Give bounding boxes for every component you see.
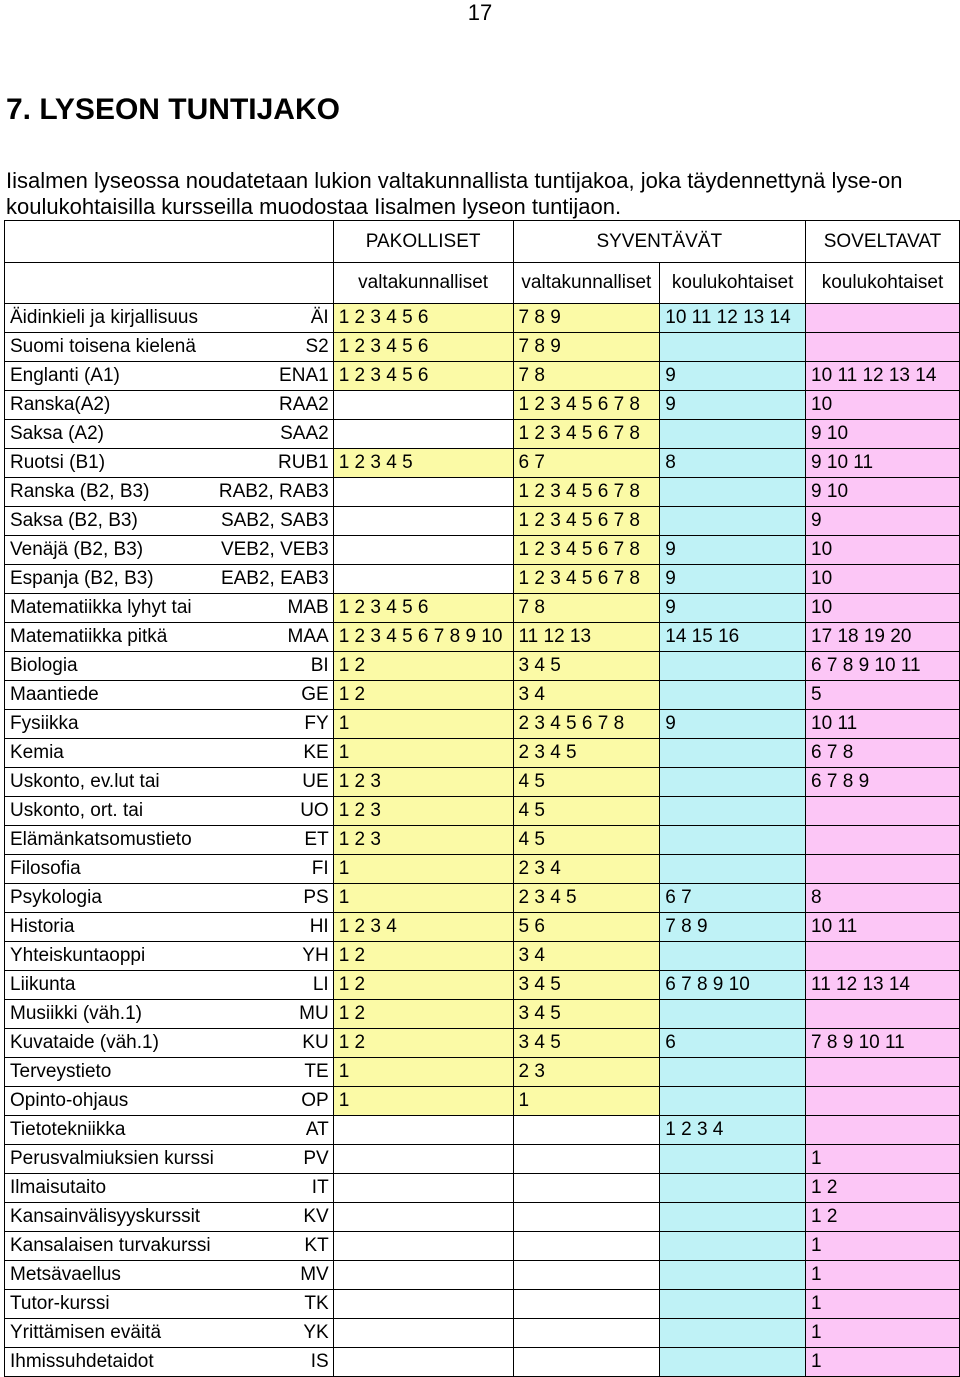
subject-code: UO [214, 797, 333, 826]
syventavat-koulukohtaiset-cell: 9 [660, 536, 806, 565]
subject-name: Psykologia [5, 884, 214, 913]
subject-code: RAA2 [214, 391, 333, 420]
table-row [5, 478, 960, 507]
pakolliset-cell: 1 [333, 1058, 513, 1087]
subject-name: Opinto-ohjaus [5, 1087, 214, 1116]
table-row [5, 536, 960, 565]
subject-name: Ihmissuhdetaidot [5, 1348, 214, 1377]
table-row [5, 710, 960, 739]
soveltavat-cell [806, 855, 960, 884]
syventavat-koulukohtaiset-cell [660, 1232, 806, 1261]
pakolliset-cell: 1 2 [333, 1029, 513, 1058]
table-row [5, 1174, 960, 1203]
pakolliset-cell: 1 2 3 [333, 826, 513, 855]
table-row [5, 913, 960, 942]
subject-name: Ruotsi (B1) [5, 449, 214, 478]
subject-name: Uskonto, ort. tai [5, 797, 214, 826]
subject-code: KV [214, 1203, 333, 1232]
pakolliset-cell: 1 [333, 1087, 513, 1116]
syventavat-valtakunnalliset-cell: 7 8 [513, 594, 660, 623]
subject-code: HI [214, 913, 333, 942]
pakolliset-cell: 1 2 3 [333, 768, 513, 797]
syventavat-koulukohtaiset-cell [660, 1058, 806, 1087]
pakolliset-cell: 1 2 [333, 1000, 513, 1029]
syventavat-valtakunnalliset-cell: 3 4 5 [513, 652, 660, 681]
pakolliset-cell: 1 2 3 4 5 6 [333, 362, 513, 391]
syventavat-valtakunnalliset-cell: 4 5 [513, 768, 660, 797]
header-soveltavat: SOVELTAVAT [806, 221, 960, 263]
subject-name: Englanti (A1) [5, 362, 214, 391]
subject-code: PS [214, 884, 333, 913]
pakolliset-cell [333, 1232, 513, 1261]
syventavat-valtakunnalliset-cell: 1 2 3 4 5 6 7 8 [513, 536, 660, 565]
syventavat-valtakunnalliset-cell: 6 7 [513, 449, 660, 478]
pakolliset-cell: 1 2 [333, 971, 513, 1000]
syventavat-valtakunnalliset-cell [513, 1145, 660, 1174]
subject-code: TK [214, 1290, 333, 1319]
syventavat-koulukohtaiset-cell: 10 11 12 13 14 [660, 304, 806, 333]
subject-name: Kemia [5, 739, 214, 768]
soveltavat-cell: 10 [806, 565, 960, 594]
subject-name: Elämänkatsomustieto [5, 826, 214, 855]
syventavat-koulukohtaiset-cell: 6 7 8 9 10 [660, 971, 806, 1000]
pakolliset-cell: 1 2 3 4 [333, 913, 513, 942]
syventavat-koulukohtaiset-cell [660, 507, 806, 536]
pakolliset-cell: 1 2 [333, 652, 513, 681]
syventavat-valtakunnalliset-cell [513, 1290, 660, 1319]
syventavat-valtakunnalliset-cell: 3 4 5 [513, 971, 660, 1000]
subject-code: ET [214, 826, 333, 855]
syventavat-valtakunnalliset-cell: 1 2 3 4 5 6 7 8 [513, 507, 660, 536]
soveltavat-cell: 10 [806, 391, 960, 420]
pakolliset-cell: 1 [333, 855, 513, 884]
page-title: 7. LYSEON TUNTIJAKO [6, 93, 340, 126]
subject-name: Ranska(A2) [5, 391, 214, 420]
soveltavat-cell: 8 [806, 884, 960, 913]
soveltavat-cell: 10 11 12 13 14 [806, 362, 960, 391]
pakolliset-cell: 1 2 3 4 5 6 [333, 304, 513, 333]
syventavat-valtakunnalliset-cell: 3 4 [513, 681, 660, 710]
subject-code: PV [214, 1145, 333, 1174]
pakolliset-cell: 1 2 3 4 5 6 7 8 9 10 [333, 623, 513, 652]
soveltavat-cell: 1 2 [806, 1203, 960, 1232]
syventavat-koulukohtaiset-cell [660, 1348, 806, 1377]
pakolliset-cell [333, 507, 513, 536]
subject-name: Saksa (B2, B3) [5, 507, 214, 536]
header-corner-cell [5, 221, 334, 263]
syventavat-koulukohtaiset-cell [660, 333, 806, 362]
soveltavat-cell: 1 [806, 1290, 960, 1319]
pakolliset-cell: 1 [333, 710, 513, 739]
soveltavat-cell: 10 [806, 594, 960, 623]
subject-code: RAB2, RAB3 [214, 478, 333, 507]
subject-code: VEB2, VEB3 [214, 536, 333, 565]
subject-code: KT [214, 1232, 333, 1261]
pakolliset-cell [333, 1261, 513, 1290]
syventavat-koulukohtaiset-cell [660, 942, 806, 971]
syventavat-valtakunnalliset-cell [513, 1174, 660, 1203]
pakolliset-cell: 1 2 3 4 5 6 [333, 594, 513, 623]
pakolliset-cell [333, 1319, 513, 1348]
subject-code: OP [214, 1087, 333, 1116]
soveltavat-cell [806, 826, 960, 855]
syventavat-valtakunnalliset-cell [513, 1319, 660, 1348]
table-row [5, 1058, 960, 1087]
table-row [5, 652, 960, 681]
subject-code: FY [214, 710, 333, 739]
header-sub-syventavat-valtakunnalliset: valtakunnalliset [513, 263, 660, 304]
pakolliset-cell: 1 [333, 884, 513, 913]
subject-name: Yhteiskuntaoppi [5, 942, 214, 971]
syventavat-valtakunnalliset-cell: 4 5 [513, 826, 660, 855]
header-sub-soveltavat-koulukohtaiset: koulukohtaiset [806, 263, 960, 304]
syventavat-koulukohtaiset-cell [660, 1087, 806, 1116]
syventavat-koulukohtaiset-cell: 14 15 16 [660, 623, 806, 652]
soveltavat-cell: 9 10 11 [806, 449, 960, 478]
soveltavat-cell [806, 1087, 960, 1116]
subject-code: IS [214, 1348, 333, 1377]
table-row [5, 507, 960, 536]
subject-code: ENA1 [214, 362, 333, 391]
syventavat-koulukohtaiset-cell [660, 478, 806, 507]
soveltavat-cell: 10 11 [806, 913, 960, 942]
header-sub-pakolliset-valtakunnalliset: valtakunnalliset [333, 263, 513, 304]
subject-code: MAB [214, 594, 333, 623]
subject-name: Kansainvälisyyskurssit [5, 1203, 214, 1232]
subject-code: EAB2, EAB3 [214, 565, 333, 594]
header-syventavat: SYVENTÄVÄT [513, 221, 806, 263]
soveltavat-cell: 1 [806, 1319, 960, 1348]
syventavat-valtakunnalliset-cell: 1 [513, 1087, 660, 1116]
soveltavat-cell: 1 [806, 1232, 960, 1261]
syventavat-valtakunnalliset-cell: 11 12 13 [513, 623, 660, 652]
table-row [5, 1203, 960, 1232]
syventavat-koulukohtaiset-cell [660, 797, 806, 826]
soveltavat-cell: 11 12 13 14 [806, 971, 960, 1000]
table-row [5, 1319, 960, 1348]
subject-code: UE [214, 768, 333, 797]
pakolliset-cell: 1 2 3 4 5 [333, 449, 513, 478]
syventavat-valtakunnalliset-cell [513, 1348, 660, 1377]
subject-code: MU [214, 1000, 333, 1029]
subject-code: GE [214, 681, 333, 710]
header-sub-corner-cell [5, 263, 334, 304]
syventavat-koulukohtaiset-cell: 9 [660, 710, 806, 739]
table-row [5, 942, 960, 971]
syventavat-koulukohtaiset-cell [660, 1000, 806, 1029]
syventavat-valtakunnalliset-cell [513, 1203, 660, 1232]
subject-name: Biologia [5, 652, 214, 681]
table-row [5, 855, 960, 884]
syventavat-koulukohtaiset-cell [660, 855, 806, 884]
soveltavat-cell: 1 [806, 1145, 960, 1174]
pakolliset-cell [333, 1116, 513, 1145]
table-row [5, 884, 960, 913]
subject-code: BI [214, 652, 333, 681]
subject-name: Fysiikka [5, 710, 214, 739]
subject-name: Äidinkieli ja kirjallisuus [5, 304, 214, 333]
pakolliset-cell [333, 1290, 513, 1319]
syventavat-valtakunnalliset-cell: 4 5 [513, 797, 660, 826]
soveltavat-cell: 5 [806, 681, 960, 710]
pakolliset-cell [333, 420, 513, 449]
syventavat-koulukohtaiset-cell: 6 [660, 1029, 806, 1058]
subject-code: SAB2, SAB3 [214, 507, 333, 536]
syventavat-koulukohtaiset-cell: 9 [660, 362, 806, 391]
subject-name: Ilmaisutaito [5, 1174, 214, 1203]
table-row [5, 971, 960, 1000]
pakolliset-cell [333, 536, 513, 565]
syventavat-koulukohtaiset-cell: 8 [660, 449, 806, 478]
syventavat-koulukohtaiset-cell [660, 1319, 806, 1348]
soveltavat-cell: 6 7 8 9 10 11 [806, 652, 960, 681]
table-row [5, 1087, 960, 1116]
table-row [5, 797, 960, 826]
syventavat-koulukohtaiset-cell [660, 681, 806, 710]
table-row [5, 1145, 960, 1174]
table-row [5, 1029, 960, 1058]
soveltavat-cell [806, 942, 960, 971]
table-row [5, 420, 960, 449]
soveltavat-cell: 9 [806, 507, 960, 536]
syventavat-koulukohtaiset-cell [660, 652, 806, 681]
table-row [5, 362, 960, 391]
syventavat-valtakunnalliset-cell: 3 4 5 [513, 1000, 660, 1029]
pakolliset-cell [333, 1203, 513, 1232]
syventavat-koulukohtaiset-cell: 7 8 9 [660, 913, 806, 942]
subject-name: Espanja (B2, B3) [5, 565, 214, 594]
pakolliset-cell: 1 2 3 [333, 797, 513, 826]
syventavat-koulukohtaiset-cell [660, 1261, 806, 1290]
soveltavat-cell: 6 7 8 [806, 739, 960, 768]
syventavat-koulukohtaiset-cell [660, 1203, 806, 1232]
subject-name: Musiikki (väh.1) [5, 1000, 214, 1029]
pakolliset-cell [333, 391, 513, 420]
table-row [5, 333, 960, 362]
pakolliset-cell [333, 1348, 513, 1377]
header-sub-syventavat-koulukohtaiset: koulukohtaiset [660, 263, 806, 304]
page-number: 17 [467, 0, 493, 25]
subject-name: Filosofia [5, 855, 214, 884]
syventavat-valtakunnalliset-cell: 1 2 3 4 5 6 7 8 [513, 478, 660, 507]
subject-name: Kansalaisen turvakurssi [5, 1232, 214, 1261]
syventavat-valtakunnalliset-cell: 7 8 9 [513, 333, 660, 362]
soveltavat-cell: 17 18 19 20 [806, 623, 960, 652]
subject-code: AT [214, 1116, 333, 1145]
syventavat-koulukohtaiset-cell: 9 [660, 594, 806, 623]
soveltavat-cell: 6 7 8 9 [806, 768, 960, 797]
subject-name: Ranska (B2, B3) [5, 478, 214, 507]
syventavat-koulukohtaiset-cell [660, 1145, 806, 1174]
subject-code: KU [214, 1029, 333, 1058]
table-row [5, 1261, 960, 1290]
subject-name: Suomi toisena kielenä [5, 333, 214, 362]
subject-code: S2 [214, 333, 333, 362]
subject-code: KE [214, 739, 333, 768]
soveltavat-cell [806, 797, 960, 826]
syventavat-valtakunnalliset-cell: 5 6 [513, 913, 660, 942]
intro-paragraph: Iisalmen lyseossa noudatetaan lukion valtakunnallista tuntijakoa, joka täydennettynä lyse-on koulukohtaisilla kursseilla muodostaa Iisalmen lyseon tuntijaon. [6, 168, 903, 219]
subject-name: Tutor-kurssi [5, 1290, 214, 1319]
subject-code: YH [214, 942, 333, 971]
soveltavat-cell [806, 1116, 960, 1145]
subject-name: Matematiikka pitkä [5, 623, 214, 652]
soveltavat-cell: 10 11 [806, 710, 960, 739]
subject-name: Matematiikka lyhyt tai [5, 594, 214, 623]
subject-code: SAA2 [214, 420, 333, 449]
table-row [5, 1290, 960, 1319]
subject-name: Yrittämisen eväitä [5, 1319, 214, 1348]
subject-name: Kuvataide (väh.1) [5, 1029, 214, 1058]
syventavat-koulukohtaiset-cell [660, 1290, 806, 1319]
subject-name: Saksa (A2) [5, 420, 214, 449]
lesson-distribution-table [4, 220, 960, 1377]
table-row [5, 623, 960, 652]
syventavat-koulukohtaiset-cell: 6 7 [660, 884, 806, 913]
soveltavat-cell: 7 8 9 10 11 [806, 1029, 960, 1058]
pakolliset-cell: 1 2 [333, 681, 513, 710]
syventavat-koulukohtaiset-cell: 9 [660, 565, 806, 594]
table-row [5, 826, 960, 855]
soveltavat-cell [806, 333, 960, 362]
table-row [5, 565, 960, 594]
header-group-row [5, 221, 960, 263]
pakolliset-cell: 1 [333, 739, 513, 768]
subject-code: RUB1 [214, 449, 333, 478]
soveltavat-cell: 10 [806, 536, 960, 565]
table-row [5, 391, 960, 420]
subject-name: Metsävaellus [5, 1261, 214, 1290]
syventavat-valtakunnalliset-cell [513, 1116, 660, 1145]
soveltavat-cell: 9 10 [806, 478, 960, 507]
subject-name: Terveystieto [5, 1058, 214, 1087]
syventavat-valtakunnalliset-cell [513, 1232, 660, 1261]
syventavat-valtakunnalliset-cell: 2 3 4 [513, 855, 660, 884]
header-sub-row [5, 263, 960, 304]
soveltavat-cell: 1 [806, 1261, 960, 1290]
subject-code: LI [214, 971, 333, 1000]
syventavat-valtakunnalliset-cell: 1 2 3 4 5 6 7 8 [513, 420, 660, 449]
subject-code: MV [214, 1261, 333, 1290]
soveltavat-cell [806, 1058, 960, 1087]
soveltavat-cell: 1 2 [806, 1174, 960, 1203]
subject-name: Uskonto, ev.lut tai [5, 768, 214, 797]
soveltavat-cell: 9 10 [806, 420, 960, 449]
syventavat-koulukohtaiset-cell [660, 420, 806, 449]
pakolliset-cell: 1 2 [333, 942, 513, 971]
subject-code: FI [214, 855, 333, 884]
subject-name: Historia [5, 913, 214, 942]
subject-name: Maantiede [5, 681, 214, 710]
table-row [5, 1232, 960, 1261]
subject-name: Perusvalmiuksien kurssi [5, 1145, 214, 1174]
pakolliset-cell [333, 565, 513, 594]
subject-code: ÄI [214, 304, 333, 333]
pakolliset-cell [333, 1174, 513, 1203]
syventavat-koulukohtaiset-cell [660, 739, 806, 768]
header-pakolliset: PAKOLLISET [333, 221, 513, 263]
table-row [5, 739, 960, 768]
syventavat-valtakunnalliset-cell: 2 3 [513, 1058, 660, 1087]
subject-code: TE [214, 1058, 333, 1087]
table-row [5, 681, 960, 710]
syventavat-valtakunnalliset-cell: 1 2 3 4 5 6 7 8 [513, 391, 660, 420]
table-row [5, 1348, 960, 1377]
table-row [5, 1116, 960, 1145]
pakolliset-cell: 1 2 3 4 5 6 [333, 333, 513, 362]
syventavat-valtakunnalliset-cell: 1 2 3 4 5 6 7 8 [513, 565, 660, 594]
syventavat-valtakunnalliset-cell: 2 3 4 5 [513, 739, 660, 768]
syventavat-koulukohtaiset-cell [660, 1174, 806, 1203]
syventavat-valtakunnalliset-cell [513, 1261, 660, 1290]
syventavat-valtakunnalliset-cell: 2 3 4 5 6 7 8 [513, 710, 660, 739]
soveltavat-cell: 1 [806, 1348, 960, 1377]
pakolliset-cell [333, 478, 513, 507]
table-row [5, 1000, 960, 1029]
subject-code: MAA [214, 623, 333, 652]
subject-code: IT [214, 1174, 333, 1203]
syventavat-koulukohtaiset-cell: 1 2 3 4 [660, 1116, 806, 1145]
syventavat-valtakunnalliset-cell: 7 8 9 [513, 304, 660, 333]
syventavat-koulukohtaiset-cell [660, 826, 806, 855]
subject-name: Liikunta [5, 971, 214, 1000]
table-row [5, 449, 960, 478]
soveltavat-cell [806, 1000, 960, 1029]
pakolliset-cell [333, 1145, 513, 1174]
subject-code: YK [214, 1319, 333, 1348]
soveltavat-cell [806, 304, 960, 333]
syventavat-valtakunnalliset-cell: 3 4 5 [513, 1029, 660, 1058]
syventavat-valtakunnalliset-cell: 7 8 [513, 362, 660, 391]
table-row [5, 768, 960, 797]
table-row [5, 304, 960, 333]
syventavat-koulukohtaiset-cell [660, 768, 806, 797]
syventavat-koulukohtaiset-cell: 9 [660, 391, 806, 420]
syventavat-valtakunnalliset-cell: 2 3 4 5 [513, 884, 660, 913]
subject-name: Venäjä (B2, B3) [5, 536, 214, 565]
syventavat-valtakunnalliset-cell: 3 4 [513, 942, 660, 971]
subject-name: Tietotekniikka [5, 1116, 214, 1145]
table-row [5, 594, 960, 623]
